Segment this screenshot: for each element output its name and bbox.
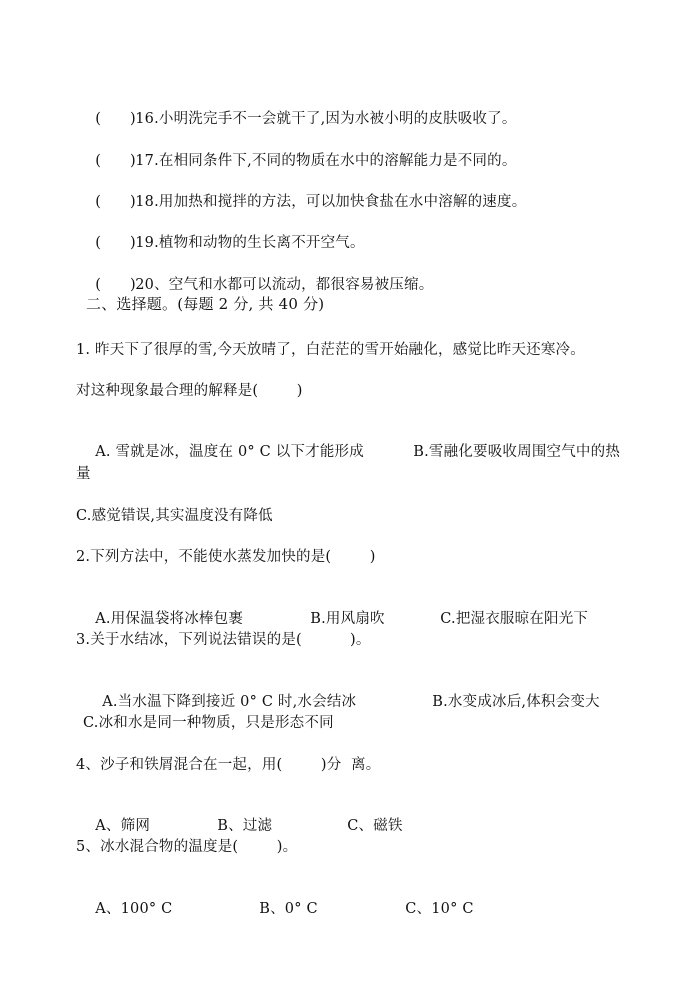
q5-option-c: C、10° C bbox=[405, 901, 474, 917]
tf-statement: 20、空气和水都可以流动，都很容易被压缩。 bbox=[135, 277, 434, 293]
q1-options-row bbox=[76, 422, 620, 482]
answer-blank: ( ) bbox=[95, 111, 136, 127]
q2-stem: 2.下列方法中，不能使水蒸发加快的是( ) bbox=[76, 549, 376, 565]
answer-blank: ( ) bbox=[95, 277, 136, 293]
q2-option-b: B.用风扇吹 bbox=[310, 611, 385, 627]
answer-blank: ( ) bbox=[95, 194, 136, 210]
answer-blank: ( ) bbox=[95, 235, 136, 251]
answer-blank: ( ) bbox=[95, 153, 136, 169]
q4-stem: 4、沙子和铁屑混合在一起，用( )分 离。 bbox=[76, 757, 381, 773]
q2-option-c: C.把湿衣服晾在阳光下 bbox=[440, 611, 589, 627]
q5-option-b: B、0° C bbox=[259, 901, 318, 917]
q5-stem: 5、冰水混合物的温度是( )。 bbox=[76, 839, 298, 855]
q3-option-c: C.冰和水是同一种物质，只是形态不同 bbox=[83, 715, 334, 731]
q2-option-a: A.用保温袋将冰棒包裹 bbox=[95, 611, 244, 627]
q1-option-c: C.感觉错误,其实温度没有降低 bbox=[76, 508, 273, 524]
q5-option-a: A、100° C bbox=[95, 901, 173, 917]
q3-stem: 3.关于水结冰，下列说法错误的是( )。 bbox=[76, 632, 371, 648]
q1-option-a: A. 雪就是冰，温度在 0° C 以下才能形成 bbox=[95, 444, 364, 460]
tf-statement: 16.小明洗完手不一会就干了,因为水被小明的皮肤吸收了。 bbox=[135, 111, 517, 127]
q4-option-b: B、过滤 bbox=[217, 818, 273, 834]
tf-statement: 19.植物和动物的生长离不开空气。 bbox=[135, 235, 365, 251]
q1-option-b: B.雪融化要吸收周围空气中的热 bbox=[413, 444, 621, 460]
q4-option-c: C、磁铁 bbox=[347, 818, 403, 834]
q3-option-b: B.水变成冰后,体积会变大 bbox=[432, 694, 600, 710]
tf-statement: 17.在相同条件下,不同的物质在水中的溶解能力是不同的。 bbox=[135, 153, 517, 169]
q4-option-a: A、筛网 bbox=[95, 818, 151, 834]
section-title: 二、选择题。(每题 2 分, 共 40 分) bbox=[86, 295, 325, 313]
q1-stem-line2: 对这种现象最合理的解释是( ) bbox=[76, 383, 303, 399]
q3-option-a: A.当水温下降到接近 0° C 时,水会结冰 bbox=[102, 694, 357, 710]
tf-statement: 18.用加热和搅拌的方法，可以加快食盐在水中溶解的速度。 bbox=[135, 194, 527, 210]
q5-options-row bbox=[76, 879, 474, 939]
q1-option-b-cont: 量 bbox=[76, 466, 91, 482]
q1-stem-line1: 1. 昨天下了很厚的雪,今天放晴了，白茫茫的雪开始融化，感觉比昨天还寒冷。 bbox=[76, 342, 585, 358]
